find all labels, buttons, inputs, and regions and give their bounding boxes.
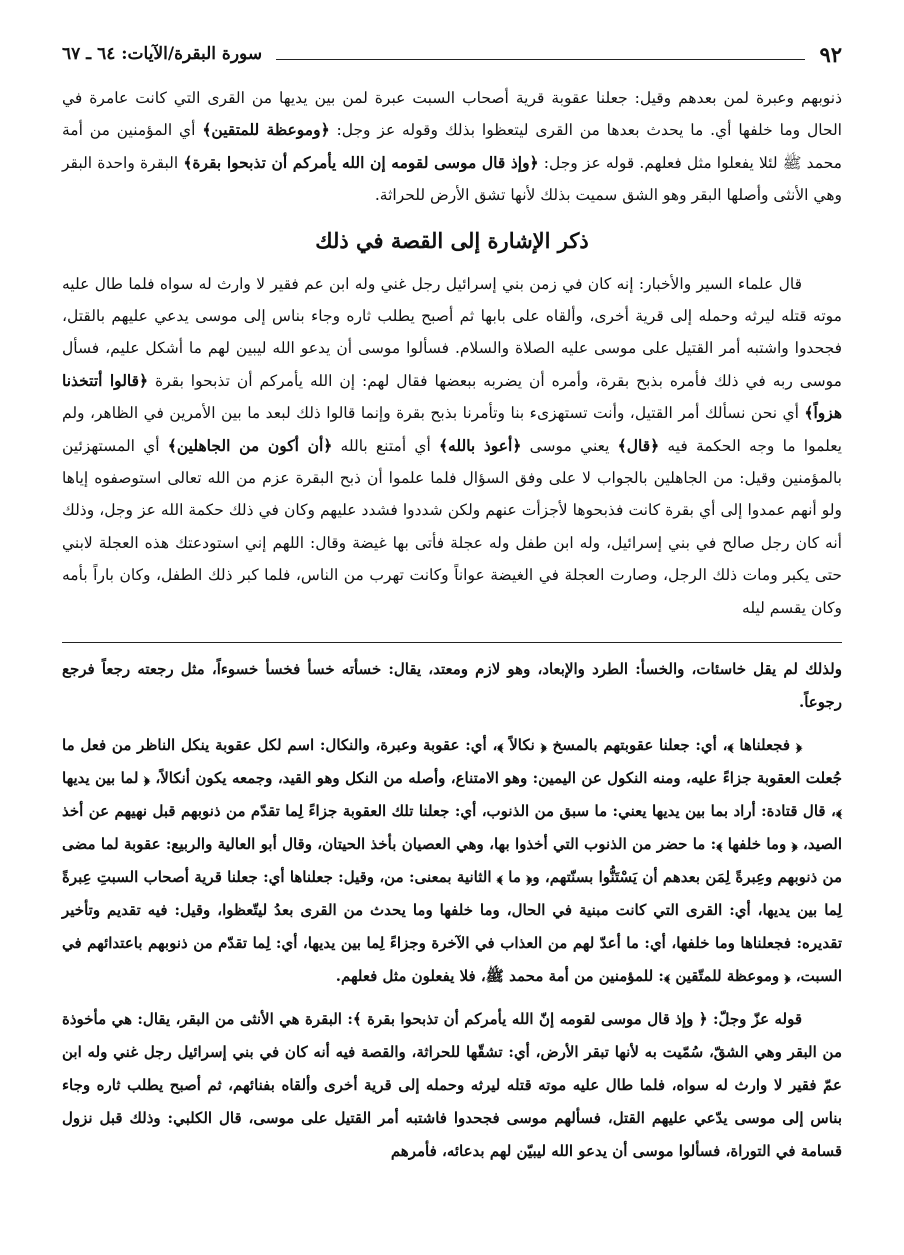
section-heading: ذكر الإشارة إلى القصة في ذلك bbox=[315, 227, 589, 253]
running-head: سورة البقرة/الآيات: ٦٤ ـ ٦٧ bbox=[62, 44, 263, 64]
commentary-paragraph-1: ولذلك لم يقل خاسئات، والخسأ: الطرد والإبعاد، وهو لازم ومعتد، يقال: خسأته خسأ فخسأ خسوءاً، مثل رجعته رجعاً فرجع رجوعاً. bbox=[62, 660, 842, 712]
quran-quote: ﴿وموعظة للمتقين﴾ bbox=[202, 120, 330, 140]
text-run: أي نحن نسألك أمر القتيل، وأنت تستهزىء بنا وتأمرنا بذبح بقرة وإنما قالوا ذلك لبعد ما بين الأمرين في الظاهر، ولم يعلموا ما وجه الحكمة فيه bbox=[62, 404, 842, 455]
text-run: يعني موسى bbox=[521, 436, 618, 455]
main-paragraph-2 bbox=[62, 268, 842, 624]
text-run: البقرة واحدة البقر وهي الأنثى وأصلها البقر وهو الشق سميت بذلك لأنها تشق الأرض للحراثة. bbox=[62, 153, 842, 205]
text-run: ذنوبهم وعبرة لمن بعدهم وقيل: جعلنا عقوبة قرية أصحاب السبت عبرة لمن بين يديها من القرى التي كانت عامرة في الحال وما خلفها أي. ما يحدث بعدها من القرى ليتعظوا بذلك وقوله عز وجل: bbox=[62, 89, 842, 140]
quran-quote: ﴿أعوذ بالله﴾ bbox=[438, 435, 522, 455]
text-run: أي المستهزئين بالمؤمنين وقيل: من الجاهلين بالجواب لا على وفق السؤال فلما علموا أن ذبح البقرة عزم من الله تعالى استوصفوه إياها ولو أنهم عمدوا إلى أي بقرة كانت فذبحوها لأجزأت عنهم ولكن شددوا فشدد عليهم وكان في ذلك حكمة الله عز وجل، وذلك أنه كان رجل صالح في بني إسرائيل، وله ابن طفل وله عجلة فأتى بها غيضة وقال: اللهم إني استودعتك هذه العجلة لابني حتى يكبر ومات ذلك الرجل، وصارت العجلة في الغيضة عواناً وكانت تهرب من الناس، فلما كبر ذلك الطفل، وكان باراً بأمه وكان يقسم ليله bbox=[62, 436, 842, 617]
quran-quote: ﴿أن أكون من الجاهلين﴾ bbox=[167, 435, 333, 455]
commentary-paragraph-3: قوله عزّ وجلّ: ﴿ وإذ قال موسى لقومه إنّ الله يأمركم أن تذبحوا بقرة ﴾: البقرة هي الأنثى من البقر، يقال: هي مأخوذة من البقر وهي الشقّ، سُمّيت به لأنها تبقر الأرض، أي: تشقّها للحراثة، والقصة فيه أنه كان في بني إسرائيل رجل غني وله ابن عمّ فقير لا وارث له سواه، فلما طال عليه موته قتله ليرثه وحمله إلى قرية أخرى وألقاه بفنائهم، ثم أصبح يطلب ثاره وجاء بناس إلى موسى يدّعي عليهم القتل، فسألهم موسى فجحدوا فاشتبه أمر القتيل على موسى، قال الكلبي: وذلك قبل نزول قسامة في التوراة، فسألوا موسى أن يدعو الله ليبيّن لهم بدعائه، فأمرهم bbox=[62, 1010, 842, 1161]
commentary-section bbox=[62, 653, 842, 1168]
quran-quote: ﴿وإذ قال موسى لقومه إن الله يأمركم أن تذبحوا بقرة﴾ bbox=[183, 152, 539, 172]
quran-quote: ﴿قالوا أتتخذنا هزواً﴾ bbox=[62, 370, 842, 423]
text-run: قال علماء السير والأخبار: إنه كان في زمن بني إسرائيل رجل غني وله ابن عم فقير لا وارث له سواه فلما طال عليه موته قتله ليرثه وحمله إلى قرية أخرى، وألقاه على بابها ثم أصبح يطلب ثاره وجاء بناس إلى موسى يدعي عليهم بالقتل، فجحدوا واشتبه أمر القتيل على موسى عليه الصلاة والسلام. فسألوا موسى أن يدعو الله ليبين لهم ما أشكل عليم، فسأل موسى ربه في ذلك فأمره بذبح بقرة، وأمره أن يضربه ببعضها فقال لهم: إن الله يأمركم أن تذبحوا بقرة bbox=[62, 274, 842, 390]
footnote-divider bbox=[62, 642, 842, 643]
commentary-paragraph-2: ﴿ فجعلناها ﴾، أي: جعلنا عقوبتهم بالمسخ ﴿ نكالاً ﴾، أي: عقوبة وعبرة، والنكال: اسم لكل عقوبة ينكل الناظر من فعل ما جُعلت العقوبة جزاءً عليه، ومنه النكول عن اليمين: وهو الامتناع، وأصله من النكل وهو القيد، وجمعه يكون أنكالاً، ﴿ لما بين يديها ﴾، قال قتادة: أراد بما بين يديها يعني: ما سبق من الذنوب، أي: جعلنا تلك العقوبة جزاءً لِما تقدّم من ذنوبهم قبل نهيهم عن أخذ الصيد، ﴿ وما خلفها ﴾: ما حضر من الذنوب التي أخذوا بها، وهي العصيان بأخذ الحيتان، وقال أبو العالية والربيع: عقوبة لما مضى من ذنوبهم وعِبرةً لِمَن بعدهم أن يَسْتَنُّوا بسنّتهم، و﴿ ما ﴾ الثانية بمعنى: من، وقيل: جعلناها أي: جعلنا قرية أصحاب السبتِ عِبرةً لِما بين يديها، أي: القرى التي كانت مبنية في الحال، وما خلفها وما يحدث من القرى بعدُ ليتّعظوا، وقيل: فيه تقديم وتأخير تقديره: فجعلناها وما خلفها، أي: ما أعدّ لهم من العذاب في الآخرة وجزاءً لِما بين يديها، أي: لِما تقدّم من ذنوبهم باعتدائهم في السبت، ﴿ وموعظة للمتّقين ﴾: للمؤمنين من أمة محمد ﷺ، فلا يفعلون مثل فعلهم. bbox=[62, 736, 843, 986]
page-number: ٩٢ bbox=[819, 41, 842, 67]
text-run: أي المؤمنين من أمة محمد ﷺ لئلا يفعلوا مثل فعلهم. قوله عز وجل: bbox=[62, 121, 842, 172]
main-text bbox=[62, 82, 842, 624]
main-paragraph-1 bbox=[62, 82, 842, 212]
text-run: أي أمتنع بالله bbox=[332, 436, 439, 455]
quran-quote: ﴿قال﴾ bbox=[617, 435, 660, 455]
page-header bbox=[62, 34, 842, 74]
header-rule bbox=[276, 59, 805, 60]
